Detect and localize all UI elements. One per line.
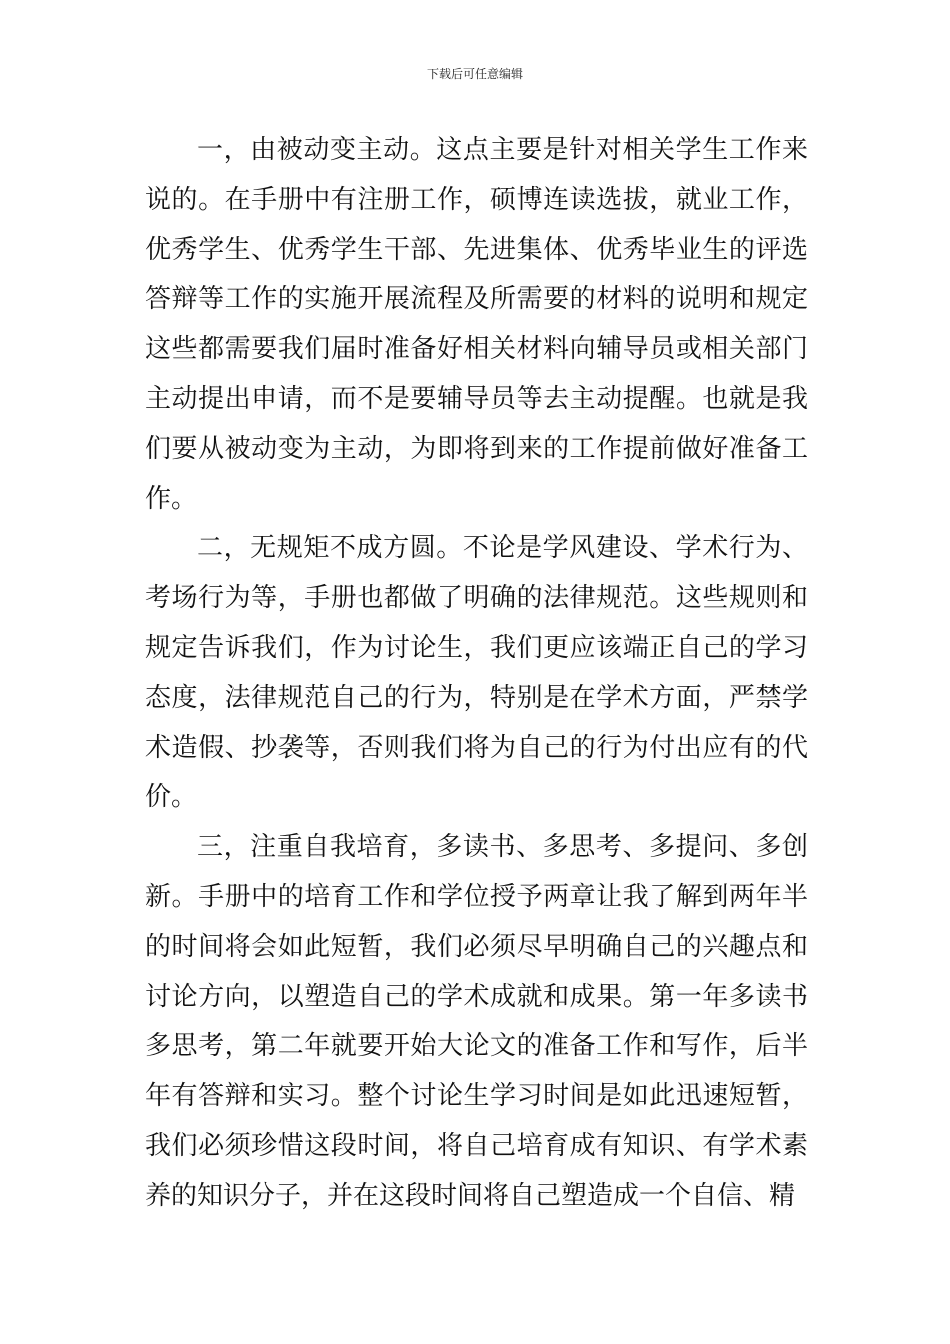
header-note: 下载后可任意编辑 — [426, 67, 523, 81]
document-body — [145, 126, 808, 1222]
paragraph-1: 一，由被动变主动。这点主要是针对相关学生工作来说的。在手册中有注册工作，硕博连读选拔，就业工作，优秀学生、优秀学生干部、先进集体、优秀毕业生的评选答辩等工作的实施开展流程及所需要的材料的说明和规定这些都需要我们届时准备好相关材料向辅导员或相关部门主动提出申请，而不是要辅导员等去主动提醒。也就是我们要从被动变为主动，为即将到来的工作提前做好准备工作。 — [145, 135, 808, 514]
paragraph-2: 二，无规矩不成方圆。不论是学风建设、学术行为、考场行为等，手册也都做了明确的法律规范。这些规则和规定告诉我们，作为讨论生，我们更应该端正自己的学习态度，法律规范自己的行为，特别是在学术方面，严禁学术造假、抄袭等，否则我们将为自己的行为付出应有的代价。 — [145, 533, 808, 813]
paragraph-3: 三，注重自我培育，多读书、多思考、多提问、多创新。手册中的培育工作和学位授予两章让我了解到两年半的时间将会如此短暂，我们必须尽早明确自己的兴趣点和讨论方向，以塑造自己的学术成就和成果。第一年多读书多思考，第二年就要开始大论文的准备工作和写作，后半年有答辩和实习。整个讨论生学习时间是如此迅速短暂，我们必须珍惜这段时间，将自己培育成有知识、有学术素养的知识分子，并在这段时间将自己塑造成一个自信、精 — [145, 832, 808, 1211]
